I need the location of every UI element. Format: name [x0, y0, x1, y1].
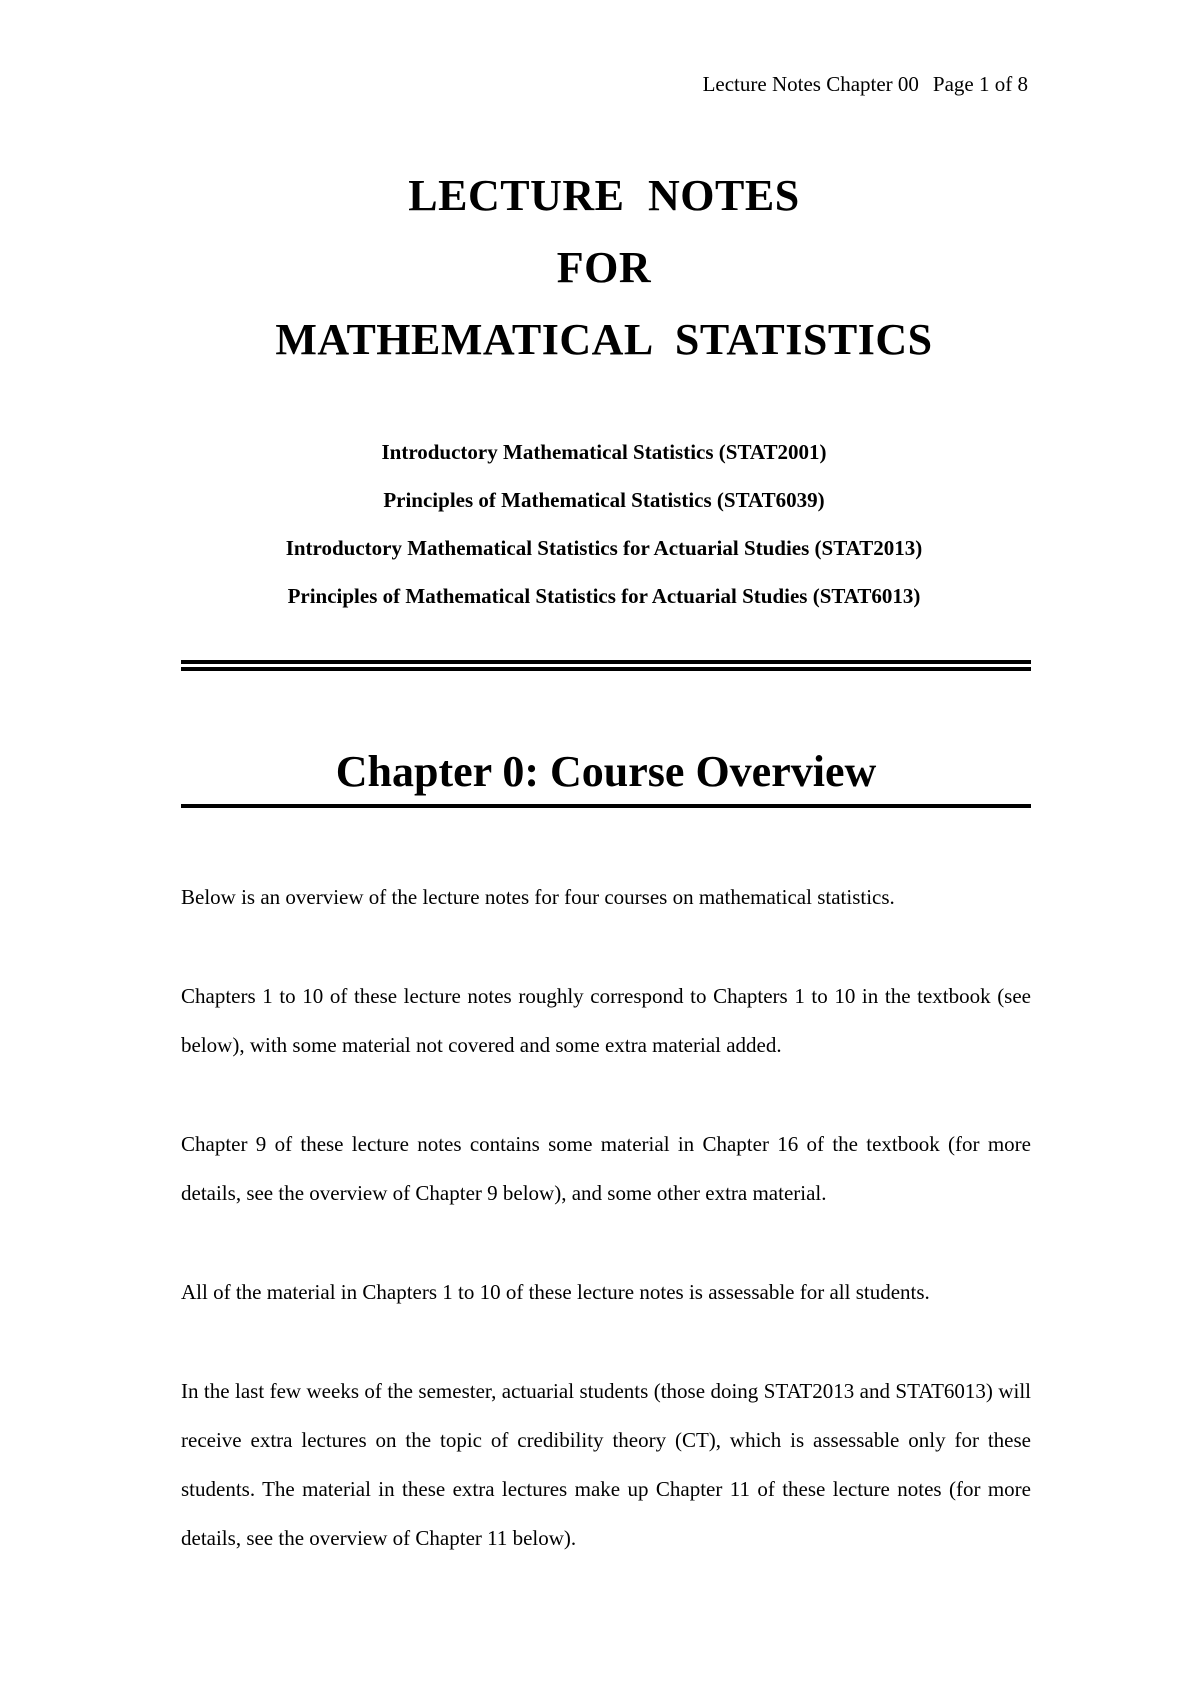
title-line-1: LECTURE NOTES	[408, 171, 800, 220]
paragraph: Chapters 1 to 10 of these lecture notes roughly correspond to Chapters 1 to 10 in the textbook (see below), with some material not covered and some extra material added.	[181, 984, 1031, 1057]
page-header	[703, 72, 1028, 97]
course-list	[0, 428, 1200, 620]
course-item: Introductory Mathematical Statistics for Actuarial Studies (STAT2013)	[285, 536, 923, 560]
divider-bar-top	[181, 660, 1031, 664]
paragraph: Chapter 9 of these lecture notes contains some material in Chapter 16 of the textbook (for more details, see the overview of Chapter 9 below), and some other extra material.	[181, 1132, 1031, 1205]
course-item: Introductory Mathematical Statistics (STAT2001)	[381, 440, 827, 464]
course-item: Principles of Mathematical Statistics for Actuarial Studies (STAT6013)	[287, 584, 921, 608]
paragraph: In the last few weeks of the semester, actuarial students (those doing STAT2013 and STAT6013) will receive extra lectures on the topic of credibility theory (CT), which is assessable only for these students. The material in these extra lectures make up Chapter 11 of these lecture notes (for more details, see the overview of Chapter 11 below).	[181, 1379, 1031, 1550]
title-line-2: FOR	[556, 243, 652, 292]
chapter-heading: Chapter 0: Course Overview	[335, 747, 877, 796]
document-title	[0, 160, 1200, 376]
paragraph: Below is an overview of the lecture notes for four courses on mathematical statistics.	[181, 885, 895, 909]
title-line-3: MATHEMATICAL STATISTICS	[275, 315, 933, 364]
paragraph: All of the material in Chapters 1 to 10 of these lecture notes is assessable for all students.	[181, 1280, 930, 1304]
body-text	[181, 873, 1031, 1613]
divider-bar-bottom	[181, 667, 1031, 671]
header-page-label: Page 1 of 8	[932, 72, 1028, 96]
header-chapter-label: Lecture Notes Chapter 00	[702, 72, 919, 96]
chapter-underline	[181, 804, 1031, 808]
title-divider	[181, 660, 1031, 671]
course-item: Principles of Mathematical Statistics (STAT6039)	[383, 488, 825, 512]
